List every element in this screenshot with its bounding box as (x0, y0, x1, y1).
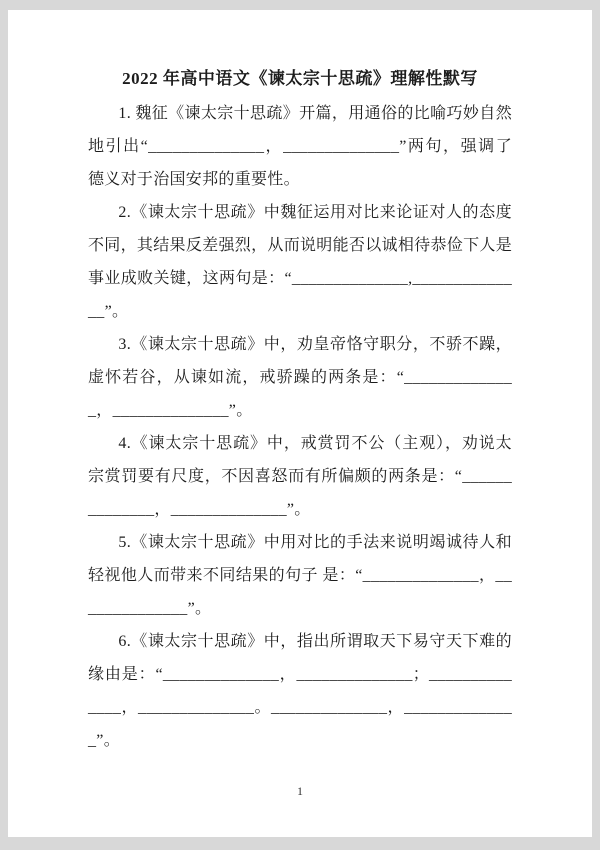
page-number: 1 (297, 784, 303, 798)
question-paragraph-5: 5.《谏太宗十思疏》中用对比的手法来说明竭诚待人和轻视他人而带来不同结果的句子 是：“______________，______________”。 (88, 534, 512, 617)
question-paragraph-4: 4.《谏太宗十思疏》中，戒赏罚不公（主观），劝说太宗赏罚要有尺度，不因喜怒而有所偏颇的两条是：“______________，______________”。 (88, 435, 512, 518)
question-paragraph-2: 2.《谏太宗十思疏》中魏征运用对比来论证对人的态度不同，其结果反差强烈，从而说明能否以诚相待恭俭下人是事业成败关键，这两句是：“______________,______________”。 (88, 204, 512, 320)
question-paragraph-1: 1. 魏征《谏太宗十思疏》开篇，用通俗的比喻巧妙自然地引出“______________，______________”两句，强调了德义对于治国安邦的重要性。 (88, 105, 512, 188)
question-paragraph-6: 6.《谏太宗十思疏》中，指出所谓取天下易守天下难的缘由是：“______________，______________；______________，______________。______________，______________”。 (88, 633, 512, 749)
page-title: 2022 年高中语文《谏太宗十思疏》理解性默写 (122, 69, 478, 88)
question-paragraph-3: 3.《谏太宗十思疏》中，劝皇帝恪守职分，不骄不躁，虚怀若谷，从谏如流，戒骄躁的两条是：“______________，______________”。 (88, 336, 512, 419)
document-page (8, 10, 592, 837)
